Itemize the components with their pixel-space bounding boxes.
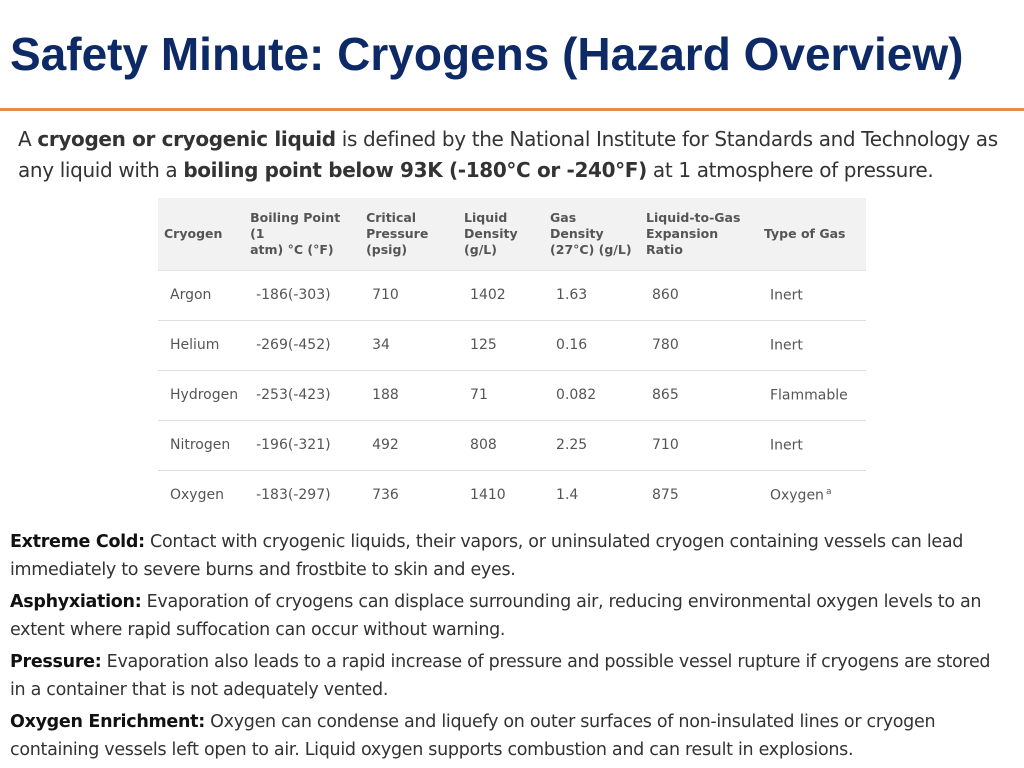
cell-cryogen: Oxygen xyxy=(158,470,244,520)
header-boiling-point: Boiling Point (1 atm) °C (°F) xyxy=(250,209,341,257)
cell-critical-pressure: 710 xyxy=(360,270,458,320)
header-gas-density: Gas Density (27°C) (g/L) xyxy=(550,209,632,257)
cell-cryogen: Hydrogen xyxy=(158,370,244,420)
hazard-text: Evaporation of cryogens can displace surrounding air, reducing environmental oxygen levels to an extent where rapid suffocation can occur without warning. xyxy=(10,592,982,640)
header-type-of-gas: Type of Gas xyxy=(763,225,846,241)
table-row xyxy=(158,320,866,370)
footnote-marker: a xyxy=(825,486,832,497)
cell-critical-pressure: 34 xyxy=(360,320,458,370)
table-row xyxy=(158,470,866,520)
definition-boiling-point: boiling point below 93K (-180°C or -240°F) xyxy=(183,158,647,182)
hazard-asphyxiation xyxy=(10,588,1010,644)
header-cryogen: Cryogen xyxy=(164,225,223,241)
table-row xyxy=(158,370,866,420)
cell-expansion-ratio: 780 xyxy=(640,320,758,370)
cell-liquid-density: 71 xyxy=(458,370,544,420)
cell-type-of-gas: Flammable xyxy=(758,370,866,420)
header-expansion-ratio: Liquid-to-Gas Expansion Ratio xyxy=(646,209,741,257)
cell-boiling-point: -183(-297) xyxy=(244,470,360,520)
definition-text-1: A xyxy=(18,127,38,151)
title-divider xyxy=(0,108,1024,111)
cell-liquid-density: 1410 xyxy=(458,470,544,520)
cryogen-table xyxy=(158,198,866,520)
cell-critical-pressure: 492 xyxy=(360,420,458,470)
cell-gas-density: 0.16 xyxy=(544,320,640,370)
definition-paragraph xyxy=(18,124,1018,186)
cell-liquid-density: 125 xyxy=(458,320,544,370)
hazard-label: Asphyxiation: xyxy=(10,592,142,612)
definition-term: cryogen or cryogenic liquid xyxy=(37,127,336,151)
hazard-text: Contact with cryogenic liquids, their vapors, or uninsulated cryogen containing vessels can lead immediately to severe burns and frostbite to skin and eyes. xyxy=(10,532,964,580)
definition-text-2: is defined by the National Institute for Standards and Technology as any liquid with a xyxy=(18,127,998,182)
cell-expansion-ratio: 860 xyxy=(640,270,758,320)
cell-boiling-point: -186(-303) xyxy=(244,270,360,320)
hazard-pressure xyxy=(10,648,1010,704)
cell-boiling-point: -253(-423) xyxy=(244,370,360,420)
cell-cryogen: Helium xyxy=(158,320,244,370)
header-liquid-density: Liquid Density (g/L) xyxy=(464,209,518,257)
cell-liquid-density: 1402 xyxy=(458,270,544,320)
cell-boiling-point: -196(-321) xyxy=(244,420,360,470)
cell-type-of-gas: Inert xyxy=(758,270,866,320)
table-header-row xyxy=(158,198,866,270)
table-row xyxy=(158,270,866,320)
cell-liquid-density: 808 xyxy=(458,420,544,470)
cell-expansion-ratio: 710 xyxy=(640,420,758,470)
definition-text-3: at 1 atmosphere of pressure. xyxy=(646,158,934,182)
cell-type-of-gas: Inert xyxy=(758,420,866,470)
cell-type-of-gas: Oxygen $^a$ xyxy=(758,470,866,520)
cell-gas-density: 1.63 xyxy=(544,270,640,320)
hazard-text: Evaporation also leads to a rapid increase of pressure and possible vessel rupture if cryogens are stored in a container that is not adequately vented. xyxy=(10,652,991,700)
table-row xyxy=(158,420,866,470)
header-critical-pressure: Critical Pressure (psig) xyxy=(366,209,429,257)
hazard-label: Extreme Cold: xyxy=(10,532,145,552)
hazard-label: Oxygen Enrichment: xyxy=(10,712,205,732)
hazard-oxygen-enrichment xyxy=(10,708,1010,764)
hazard-list xyxy=(10,528,1010,768)
cell-critical-pressure: 188 xyxy=(360,370,458,420)
cell-gas-density: 1.4 xyxy=(544,470,640,520)
cell-cryogen: Argon xyxy=(158,270,244,320)
hazard-extreme-cold xyxy=(10,528,1010,584)
cell-boiling-point: -269(-452) xyxy=(244,320,360,370)
cell-expansion-ratio: 865 xyxy=(640,370,758,420)
slide-title: Safety Minute: Cryogens (Hazard Overview) xyxy=(10,28,964,80)
cell-critical-pressure: 736 xyxy=(360,470,458,520)
hazard-text: Oxygen can condense and liquefy on outer surfaces of non-insulated lines or cryogen containing vessels left open to air. Liquid oxygen supports combustion and can result in explosions. xyxy=(10,712,936,760)
cell-gas-density: 2.25 xyxy=(544,420,640,470)
cell-type-of-gas: Inert xyxy=(758,320,866,370)
hazard-label: Pressure: xyxy=(10,652,102,672)
cell-gas-density: 0.082 xyxy=(544,370,640,420)
cell-cryogen: Nitrogen xyxy=(158,420,244,470)
cell-expansion-ratio: 875 xyxy=(640,470,758,520)
